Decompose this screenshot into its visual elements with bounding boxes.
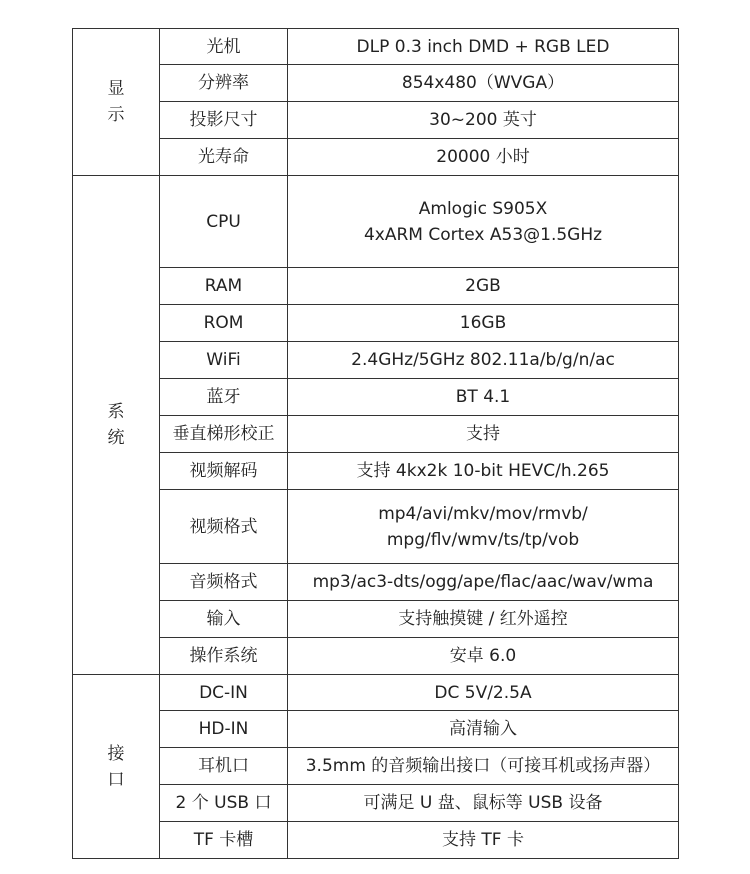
spec-value-line: DLP 0.3 inch DMD + RGB LED (356, 36, 610, 57)
spec-label: WiFi (160, 342, 288, 379)
spec-value (288, 453, 679, 490)
group-label-char: 接 (107, 743, 125, 764)
table-row (73, 601, 679, 638)
spec-value-line: BT 4.1 (455, 387, 511, 407)
table-row (73, 139, 679, 176)
spec-value-line: 16GB (459, 313, 507, 333)
table-row (73, 176, 679, 268)
table-row (73, 822, 679, 859)
spec-label: 光机 (160, 29, 288, 65)
spec-value (288, 379, 679, 416)
spec-label: TF 卡槽 (160, 822, 288, 859)
spec-value (288, 65, 679, 102)
table-row (73, 564, 679, 601)
table-row (73, 748, 679, 785)
spec-value-line: 支持 (466, 424, 500, 444)
spec-label: CPU (160, 176, 288, 268)
table-row (73, 638, 679, 675)
spec-table (72, 28, 679, 859)
group-label-system (73, 176, 160, 675)
spec-value (288, 564, 679, 601)
spec-value (288, 342, 679, 379)
spec-value-line: 高清输入 (449, 719, 517, 739)
table-row (73, 268, 679, 305)
spec-label: 耳机口 (160, 748, 288, 785)
spec-value (288, 711, 679, 748)
table-row (73, 102, 679, 139)
spec-value (288, 268, 679, 305)
group-label-display (73, 29, 160, 176)
spec-value-line: DC 5V/2.5A (434, 682, 532, 703)
spec-value (288, 675, 679, 711)
spec-label: 输入 (160, 601, 288, 638)
spec-value (288, 785, 679, 822)
spec-value-line: 30~200 英寸 (429, 110, 537, 130)
spec-value-line: 支持触摸键 / 红外遥控 (398, 609, 568, 629)
spec-value (288, 748, 679, 785)
table-row (73, 305, 679, 342)
table-row (73, 490, 679, 564)
spec-value (288, 490, 679, 564)
spec-value-line: 支持 TF 卡 (442, 830, 524, 850)
table-row (73, 785, 679, 822)
spec-label: 蓝牙 (160, 379, 288, 416)
spec-label: ROM (160, 305, 288, 342)
spec-value-line: mp4/avi/mkv/mov/rmvb/ (378, 503, 588, 524)
spec-label: 分辨率 (160, 65, 288, 102)
table-row (73, 416, 679, 453)
spec-value-line: 854x480（WVGA） (401, 73, 565, 93)
table-row (73, 379, 679, 416)
spec-value (288, 102, 679, 139)
spec-value-line: mpg/flv/wmv/ts/tp/vob (386, 529, 580, 550)
group-label-char: 统 (107, 428, 125, 448)
spec-value (288, 176, 679, 268)
spec-label: RAM (160, 268, 288, 305)
spec-label: 垂直梯形校正 (160, 416, 288, 453)
spec-value (288, 638, 679, 675)
group-label-char: 显 (107, 79, 125, 99)
table-row (73, 29, 679, 65)
group-label-interface (73, 675, 160, 859)
spec-value-line: 可满足 U 盘、鼠标等 USB 设备 (363, 793, 603, 813)
spec-label: 视频解码 (160, 453, 288, 490)
table-row (73, 65, 679, 102)
spec-value-line: 2.4GHz/5GHz 802.11a/b/g/n/ac (351, 350, 615, 370)
spec-value-line: 2GB (465, 276, 501, 296)
spec-value (288, 305, 679, 342)
spec-value-line: Amlogic S905X (418, 198, 548, 219)
table-row (73, 675, 679, 711)
spec-table-body (73, 29, 679, 859)
spec-label: 操作系统 (160, 638, 288, 675)
spec-value-line: 4xARM Cortex A53@1.5GHz (363, 224, 603, 245)
spec-label: DC-IN (160, 675, 288, 711)
spec-value (288, 601, 679, 638)
spec-label: 投影尺寸 (160, 102, 288, 139)
table-row (73, 342, 679, 379)
spec-value-line: 支持 4kx2k 10-bit HEVC/h.265 (356, 461, 610, 481)
spec-value-line: mp3/ac3-dts/ogg/ape/flac/aac/wav/wma (312, 572, 654, 592)
spec-label: 2 个 USB 口 (160, 785, 288, 822)
spec-label: 光寿命 (160, 139, 288, 176)
spec-value-line: 20000 小时 (436, 147, 530, 167)
group-label-char: 系 (107, 402, 125, 422)
group-label-char: 口 (107, 769, 125, 790)
spec-value (288, 29, 679, 65)
spec-label: HD-IN (160, 711, 288, 748)
spec-value-line: 3.5mm 的音频输出接口（可接耳机或扬声器） (305, 756, 661, 776)
spec-value (288, 822, 679, 859)
spec-value (288, 416, 679, 453)
spec-label: 音频格式 (160, 564, 288, 601)
spec-label: 视频格式 (160, 490, 288, 564)
table-row (73, 453, 679, 490)
spec-value-line: 安卓 6.0 (449, 646, 517, 666)
group-label-char: 示 (107, 105, 125, 125)
spec-value (288, 139, 679, 176)
table-row (73, 711, 679, 748)
